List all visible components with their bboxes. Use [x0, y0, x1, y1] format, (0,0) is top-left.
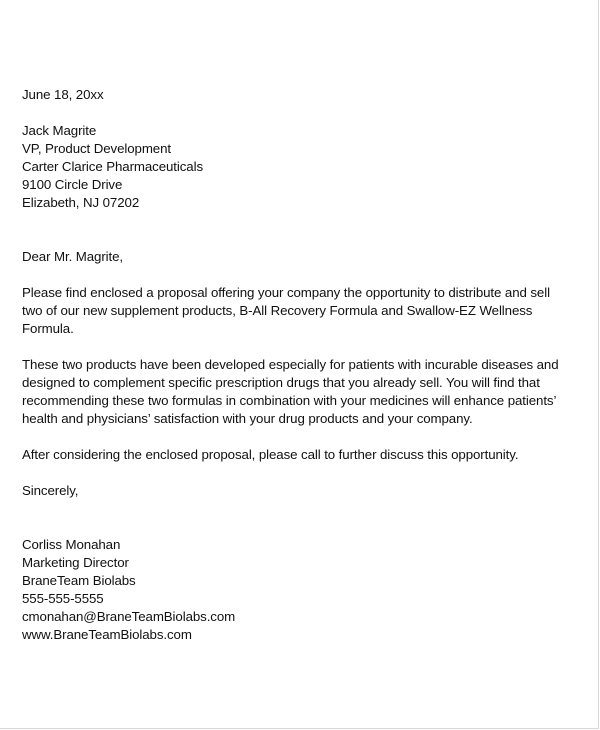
sender-title: Marketing Director — [22, 555, 129, 570]
sender-website: www.BraneTeamBiolabs.com — [22, 627, 192, 642]
paragraph-call — [22, 446, 578, 464]
paragraph-line: Please find enclosed a proposal offering your company the opportunity to distribute and sell — [22, 285, 550, 300]
business-letter — [22, 86, 578, 644]
paragraph-line: recommending these two formulas in combination with your medicines will enhance patients’ — [22, 393, 557, 408]
paragraph-line: These two products have been developed especially for patients with incurable diseases and — [22, 357, 559, 372]
paragraph-line: two of our new supplement products, B-All Recovery Formula and Swallow-EZ Wellness — [22, 303, 533, 318]
sender-company: BraneTeam Biolabs — [22, 573, 136, 588]
paragraph-proposal — [22, 284, 578, 338]
salutation: Dear Mr. Magrite, — [22, 249, 124, 264]
recipient-address — [22, 122, 578, 212]
paragraph-products — [22, 356, 578, 428]
paragraph-line: designed to complement specific prescription drugs that you already sell. You will find that — [22, 375, 540, 390]
recipient-company: Carter Clarice Pharmaceuticals — [22, 159, 204, 174]
recipient-street: 9100 Circle Drive — [22, 177, 123, 192]
sender-name: Corliss Monahan — [22, 537, 121, 552]
recipient-title: VP, Product Development — [22, 141, 171, 156]
paragraph-line: After considering the enclosed proposal, please call to further discuss this opportunity. — [22, 447, 519, 462]
paragraph-line: health and physicians’ satisfaction with your drug products and your company. — [22, 411, 473, 426]
closing: Sincerely, — [22, 483, 79, 498]
sender-phone: 555-555-5555 — [22, 591, 104, 606]
recipient-name: Jack Magrite — [22, 123, 97, 138]
paragraph-line: Formula. — [22, 321, 74, 336]
letter-date: June 18, 20xx — [22, 87, 104, 102]
sender-signature-block — [22, 536, 578, 644]
sender-email: cmonahan@BraneTeamBiolabs.com — [22, 609, 236, 624]
recipient-city: Elizabeth, NJ 07202 — [22, 195, 140, 210]
